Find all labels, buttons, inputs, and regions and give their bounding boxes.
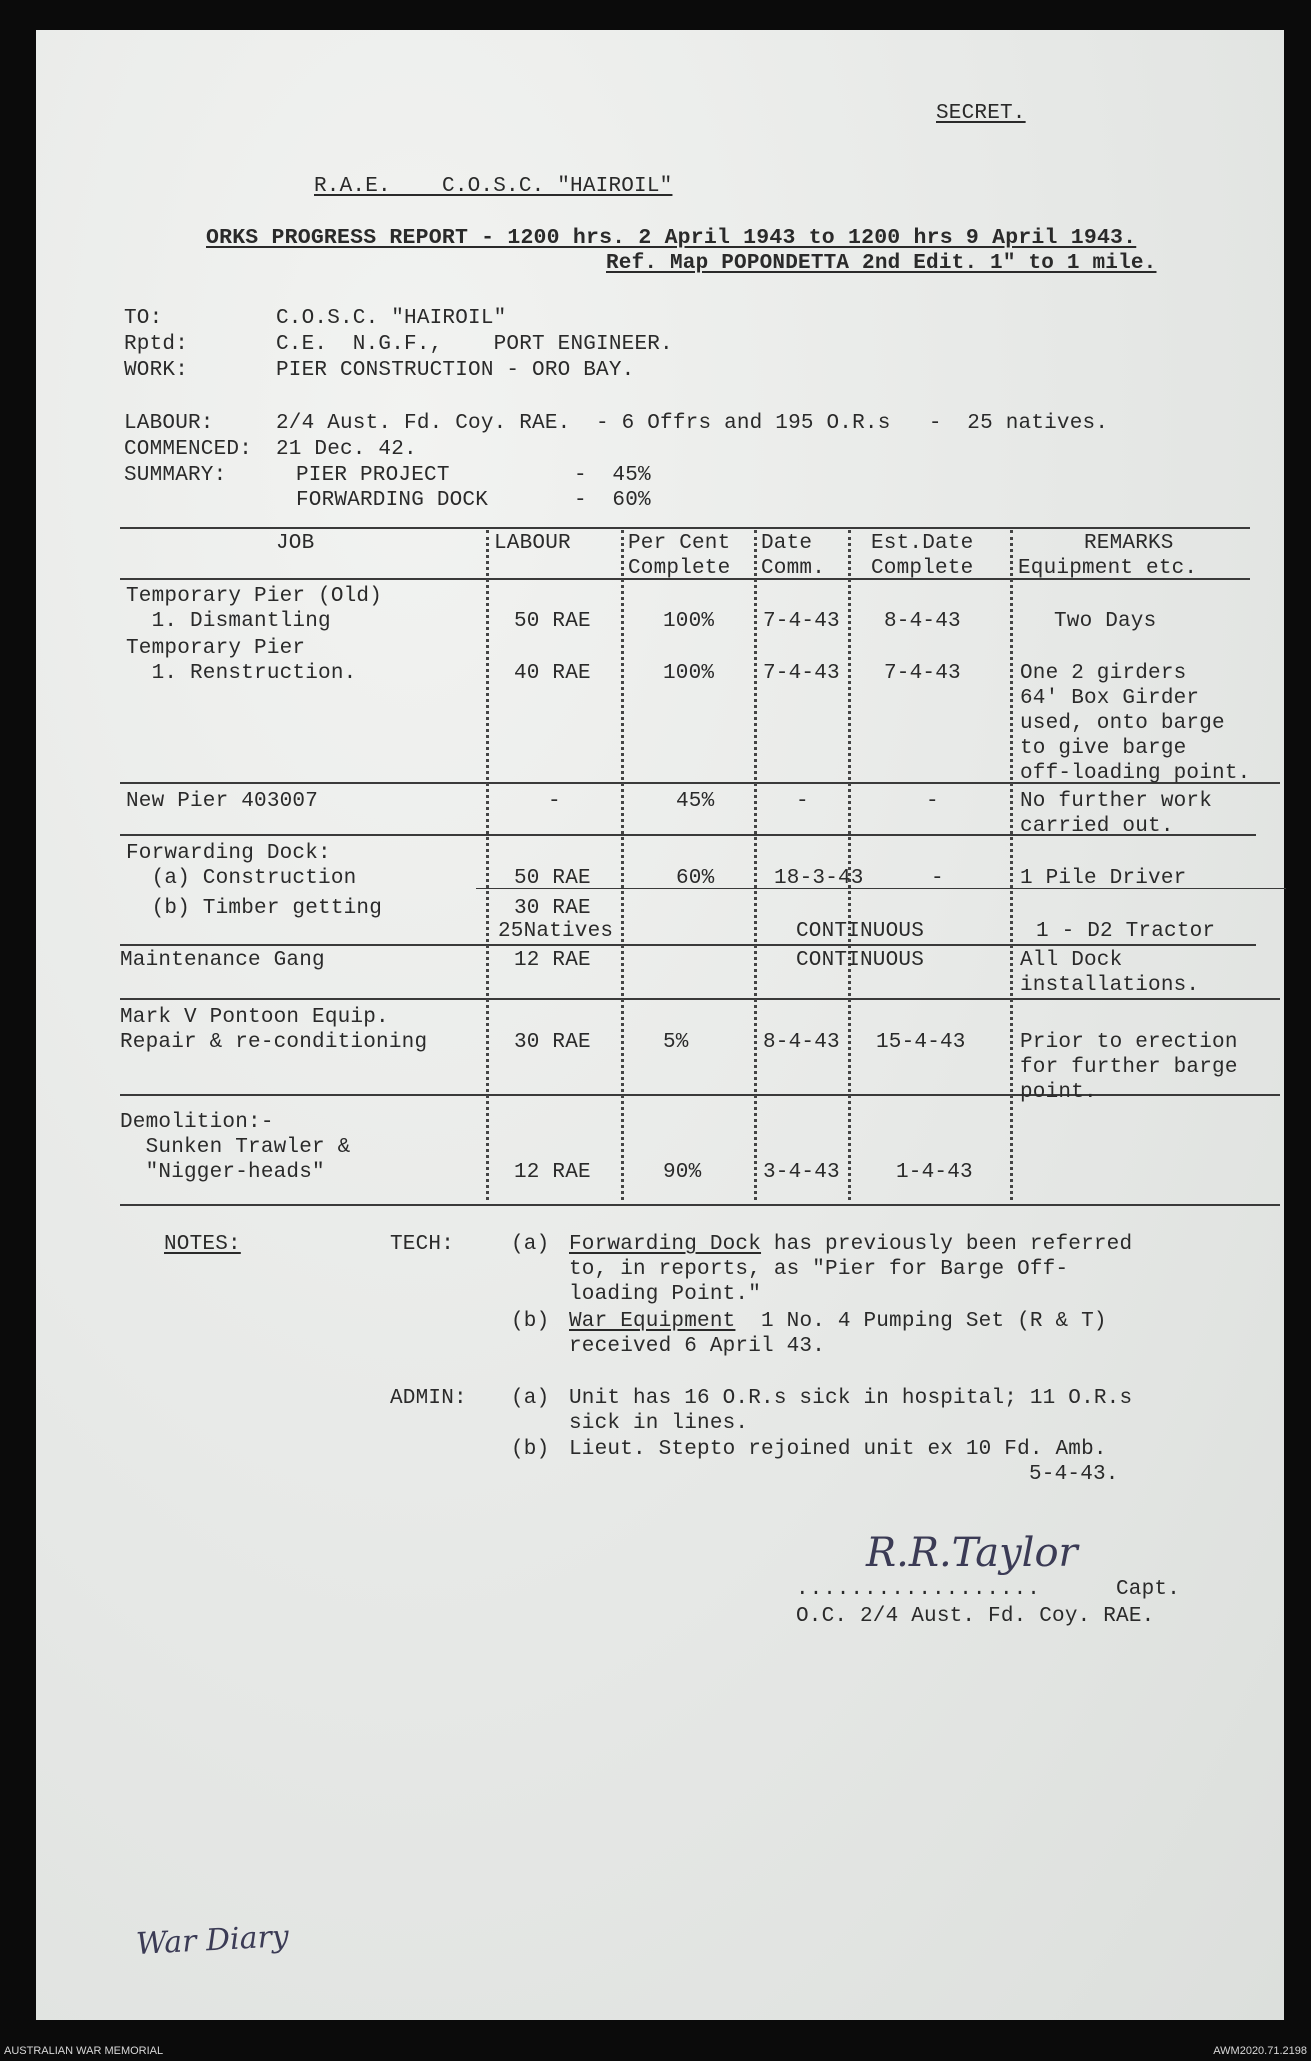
table-cell-est: 7-4-43 (884, 662, 961, 685)
ref-map: Ref. Map POPONDETTA 2nd Edit. 1" to 1 mile. (606, 252, 1157, 275)
table-rule (120, 527, 1250, 529)
table-cell-job: New Pier 403007 (126, 790, 319, 813)
table-cell-labour: 25Natives (498, 920, 614, 943)
table-cell-date: 18-3-43 (774, 867, 864, 890)
work-value: PIER CONSTRUCTION - ORO BAY. (276, 359, 635, 382)
work-label: WORK: (124, 359, 189, 382)
labour-label: LABOUR: (124, 412, 214, 435)
signature-dots: .................. (796, 1578, 1041, 1601)
note-line: has previously been referred (761, 1233, 1133, 1256)
table-rule (120, 1094, 1280, 1096)
unit-line: R.A.E. C.O.S.C. "HAIROIL" (314, 175, 673, 198)
column-divider (754, 530, 757, 1200)
table-cell-labour: 30 RAE (514, 897, 591, 920)
table-cell-est: 1-4-43 (896, 1161, 973, 1184)
table-cell-job: Demolition:- (120, 1111, 274, 1134)
rptd-label: Rptd: (124, 333, 189, 356)
table-cell-remarks: One 2 girders (1020, 662, 1187, 685)
table-cell-remarks: No further work (1020, 790, 1213, 813)
table-cell-labour: 12 RAE (514, 1161, 591, 1184)
table-cell-date: 7-4-43 (763, 610, 840, 633)
labour-value: 2/4 Aust. Fd. Coy. RAE. - 6 Offrs and 195 O.R.s - 25 natives. (276, 412, 1109, 435)
table-cell-remarks: for further barge (1020, 1056, 1238, 1079)
table-cell-job: (a) Construction (126, 867, 357, 890)
notes-label: NOTES: (164, 1233, 241, 1256)
table-rule (120, 944, 1256, 946)
table-cell-percent: 100% (663, 610, 715, 633)
footer-left: AUSTRALIAN WAR MEMORIAL (4, 2045, 164, 2057)
table-cell-remarks: 1 - D2 Tractor (1036, 920, 1216, 943)
table-cell-percent: 45% (676, 790, 715, 813)
note-marker: (b) (511, 1310, 550, 1333)
table-cell-job: "Nigger-heads" (120, 1161, 325, 1184)
table-cell-remarks: installations. (1020, 974, 1200, 997)
header-est-date: Complete (871, 557, 974, 580)
signature-unit: O.C. 2/4 Aust. Fd. Coy. RAE. (796, 1605, 1155, 1628)
table-cell-percent: 90% (663, 1161, 702, 1184)
table-cell-continuous: CONTINUOUS (796, 920, 925, 943)
note-text: 5-4-43. (1029, 1463, 1119, 1486)
note-line: 1 No. 4 Pumping Set (R & T) (735, 1310, 1107, 1333)
column-divider (621, 530, 624, 1200)
summary-item-name: PIER PROJECT (296, 464, 450, 487)
table-cell-job: Temporary Pier (126, 637, 306, 660)
header-labour: LABOUR (494, 532, 571, 555)
table-cell-remarks: off-loading point. (1020, 762, 1251, 785)
header-percent: Complete (628, 557, 731, 580)
header-date: Date (761, 532, 813, 555)
table-cell-labour: 50 RAE (514, 867, 591, 890)
table-cell-remarks: Prior to erection (1020, 1031, 1238, 1054)
note-text: to, in reports, as "Pier for Barge Off- (569, 1258, 1069, 1281)
tech-label: TECH: (390, 1233, 455, 1256)
table-cell-labour: 30 RAE (514, 1031, 591, 1054)
table-rule (120, 998, 1280, 1000)
table-cell-remarks: 64' Box Girder (1020, 687, 1200, 710)
signature-rank: Capt. (1116, 1578, 1181, 1601)
column-divider (848, 530, 851, 1200)
table-cell-remarks: point. (1020, 1081, 1097, 1104)
note-marker: (b) (511, 1438, 550, 1461)
table-cell-labour: 12 RAE (514, 949, 591, 972)
note-text: sick in lines. (569, 1412, 749, 1435)
header-remarks: Equipment etc. (1018, 557, 1198, 580)
header-date: Comm. (761, 557, 826, 580)
to-label: TO: (124, 307, 163, 330)
table-rule (120, 1204, 1280, 1206)
note-marker: (a) (511, 1233, 550, 1256)
table-cell-est: 8-4-43 (884, 610, 961, 633)
column-divider (486, 530, 489, 1200)
summary-item-name: FORWARDING DOCK (296, 489, 489, 512)
table-cell-date: 3-4-43 (763, 1161, 840, 1184)
commenced-value: 21 Dec. 42. (276, 438, 417, 461)
table-cell-percent: 5% (663, 1031, 689, 1054)
summary-label: SUMMARY: (124, 464, 227, 487)
table-cell-labour: - (548, 790, 561, 813)
table-cell-job: 1. Renstruction. (126, 662, 357, 685)
commenced-label: COMMENCED: (124, 438, 253, 461)
handwritten-note: War Diary (135, 1919, 290, 1962)
table-cell-date: 7-4-43 (763, 662, 840, 685)
table-cell-est: - (926, 790, 939, 813)
table-cell-job: 1. Dismantling (126, 610, 331, 633)
table-cell-job: Repair & re-conditioning (120, 1031, 428, 1054)
admin-label: ADMIN: (390, 1387, 467, 1410)
handwritten-signature: R.R.Taylor (866, 1530, 1078, 1576)
table-cell-est: - (931, 867, 944, 890)
table-cell-remarks: used, onto barge (1020, 712, 1225, 735)
note-text: Unit has 16 O.R.s sick in hospital; 11 O.R.s (569, 1387, 1133, 1410)
rptd-value: C.E. N.G.F., PORT ENGINEER. (276, 333, 673, 356)
note-text: received 6 April 43. (569, 1335, 826, 1358)
note-title: Forwarding Dock (569, 1233, 762, 1256)
note-text: Lieut. Stepto rejoined unit ex 10 Fd. Amb. (569, 1438, 1107, 1461)
table-cell-job: (b) Timber getting (126, 897, 383, 920)
table-cell-remarks: 1 Pile Driver (1020, 867, 1187, 890)
header-percent: Per Cent (628, 532, 731, 555)
report-title: ORKS PROGRESS REPORT - 1200 hrs. 2 April 1943 to 1200 hrs 9 April 1943. (206, 226, 1137, 250)
header-job: JOB (276, 532, 315, 555)
table-cell-remarks: carried out. (1020, 815, 1174, 838)
table-cell-job: Mark V Pontoon Equip. (120, 1006, 389, 1029)
summary-item-value: - 60% (574, 489, 651, 512)
table-cell-labour: 40 RAE (514, 662, 591, 685)
table-cell-job: Maintenance Gang (120, 949, 325, 972)
note-text (569, 1310, 1107, 1334)
table-cell-percent: 60% (676, 867, 715, 890)
table-cell-remarks: All Dock (1020, 949, 1123, 972)
header-remarks: REMARKS (1084, 532, 1174, 555)
header-est-date: Est.Date (871, 532, 974, 555)
summary-item-value: - 45% (574, 464, 651, 487)
document-page (36, 30, 1284, 2020)
table-cell-job: Temporary Pier (Old) (126, 585, 383, 608)
table-cell-date: 8-4-43 (763, 1031, 840, 1054)
column-divider (1010, 530, 1013, 1200)
table-cell-job: Forwarding Dock: (126, 842, 331, 865)
table-cell-continuous: CONTINUOUS (796, 949, 925, 972)
table-cell-remarks: to give barge (1020, 737, 1187, 760)
table-cell-date: - (796, 790, 809, 813)
table-cell-est: 15-4-43 (876, 1031, 966, 1054)
to-value: C.O.S.C. "HAIROIL" (276, 307, 507, 330)
note-text (569, 1233, 1132, 1257)
table-cell-job: Sunken Trawler & (120, 1136, 351, 1159)
classification-mark: SECRET. (936, 102, 1026, 125)
table-cell-labour: 50 RAE (514, 610, 591, 633)
note-text: loading Point." (569, 1283, 762, 1306)
table-cell-percent: 100% (663, 662, 715, 685)
note-title: War Equipment (569, 1310, 736, 1333)
note-marker: (a) (511, 1387, 550, 1410)
table-cell-remarks: Two Days (1054, 610, 1157, 633)
footer-right: AWM2020.71.2198 (1213, 2045, 1307, 2057)
